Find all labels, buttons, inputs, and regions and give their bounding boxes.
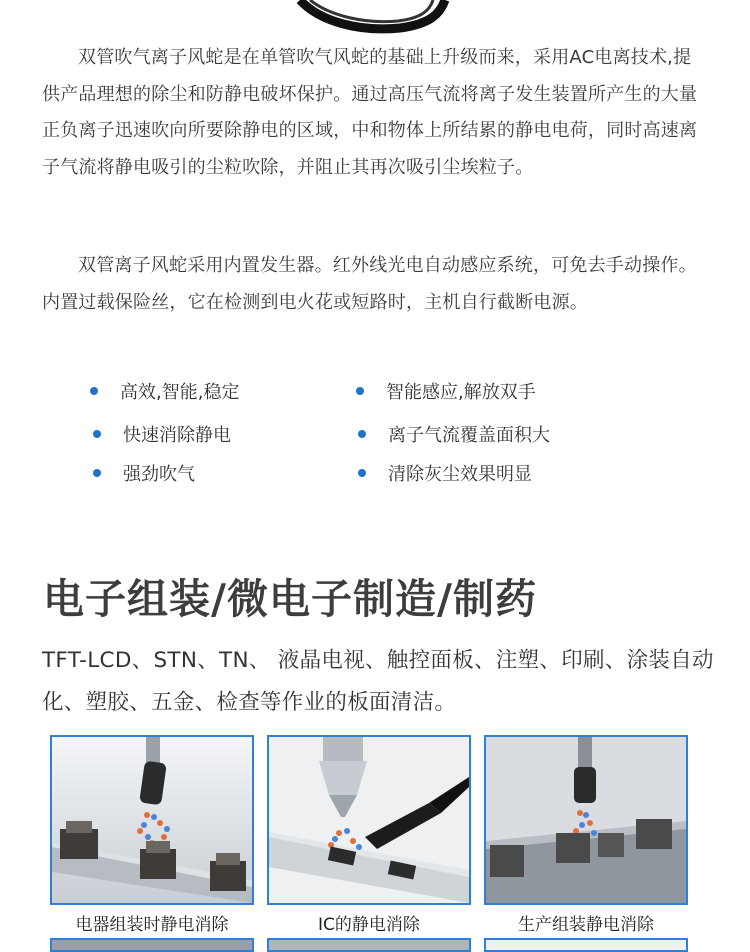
feature-label: 清除灰尘效果明显 — [388, 464, 532, 485]
bullet-icon — [93, 430, 101, 438]
photo-partial — [484, 938, 688, 952]
photo-production-line — [484, 735, 688, 905]
section-title: 电子组装/微电子制造/制药 — [43, 575, 537, 623]
feature-label: 离子气流覆盖面积大 — [388, 425, 550, 446]
bullet-icon — [90, 387, 98, 395]
photo-relay-assembly — [50, 735, 254, 905]
intro-paragraph-2: 双管离子风蛇采用内置发生器。红外线光电自动感应系统，可免去手动操作。内置过载保险丝，它在检测到电火花或短路时，主机自行截断电源。 — [42, 255, 697, 313]
feature-item — [93, 421, 231, 447]
bullet-icon — [356, 387, 364, 395]
feature-label: 强劲吹气 — [123, 464, 195, 485]
feature-item — [90, 378, 239, 404]
feature-label: 快速消除静电 — [123, 425, 231, 446]
feature-label: 智能感应,解放双手 — [386, 382, 536, 403]
intro-paragraph: 双管吹气离子风蛇是在单管吹气风蛇的基础上升级而来，采用AC电离技术,提供产品理想的除尘和防静电破坏保护。通过高压气流将离子发生装置所产生的大量正负离子迅速吹向所要除静电的区域，中和物体上所结累的静电电荷，同时高速离子气流将静电吸引的尘粒吹除，并阻止其再次吸引尘埃粒子。 — [42, 47, 698, 178]
feature-item — [356, 378, 536, 404]
bullet-icon — [358, 469, 366, 477]
photo-ic-static — [267, 735, 471, 905]
bullet-icon — [93, 469, 101, 477]
photo-caption: 生产组装静电消除 — [518, 915, 654, 935]
feature-item — [358, 421, 550, 447]
bullet-icon — [358, 430, 366, 438]
feature-item — [358, 460, 532, 486]
photo-caption: IC的静电消除 — [318, 915, 420, 935]
cable-image — [0, 0, 750, 40]
feature-label: 高效,智能,稳定 — [120, 382, 240, 403]
photo-partial — [50, 938, 254, 952]
applications-text: TFT-LCD、STN、TN、 液晶电视、触控面板、注塑、印刷、涂装自动化、塑胶、五金、检查等作业的板面清洁。 — [42, 648, 714, 715]
photo-caption: 电器组装时静电消除 — [75, 915, 229, 935]
photo-partial — [267, 938, 471, 952]
feature-item — [93, 460, 195, 486]
